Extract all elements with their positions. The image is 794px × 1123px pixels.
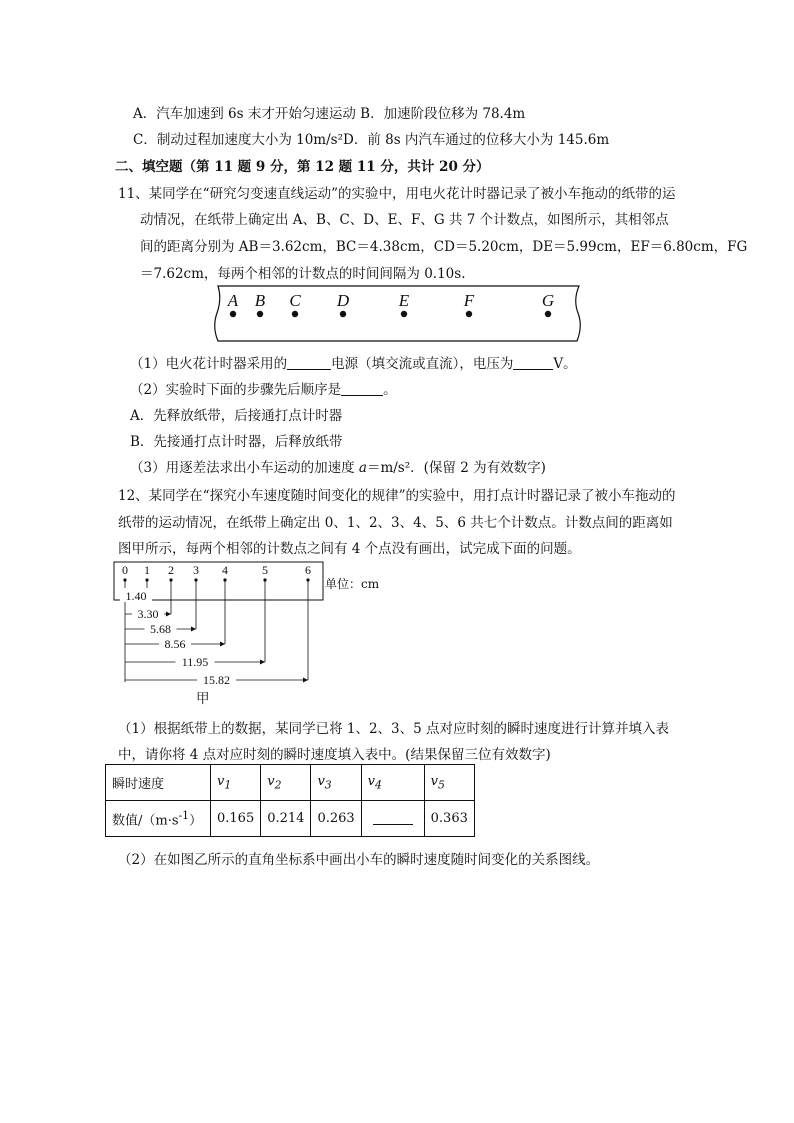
q12-point-label-5: 5 [262, 563, 268, 577]
q11-option-b: B．先接通打点计时器，后释放纸带 [130, 434, 343, 450]
table-value-v5: 0.363 [424, 801, 474, 837]
q12-line2: 纸带的运动情况，在纸带上确定出 0、1、2、3、4、5、6 共七个计数点。计数点间的距离如 [118, 515, 673, 531]
q12-distance-label-4: 8.56 [164, 637, 186, 651]
q12-point-label-4: 4 [222, 563, 228, 577]
velocity-table [105, 764, 475, 837]
q11-sub3-text-b: ＝m/s²．(保留 2 为有效数字) [366, 460, 546, 476]
table-header-row [106, 765, 475, 801]
q12-point-label-3: 3 [193, 563, 199, 577]
q12-figure-label: 甲 [196, 691, 210, 707]
q12-line3: 图甲所示，每两个相邻的计数点之间有 4 个点没有画出，试完成下面的问题。 [118, 541, 581, 557]
q12-point-label-6: 6 [305, 563, 311, 577]
table-value-v4 [361, 801, 424, 837]
q11-sub1-text-a: （1）电火花计时器采用的 [130, 356, 288, 372]
q12-point-label-2: 2 [168, 563, 174, 577]
q12-distance-arrow-2 [166, 612, 171, 617]
q12-sub2: （2）在如图乙所示的直角坐标系中画出小车的瞬时速度随时间变化的关系图线。 [118, 852, 600, 868]
q12-line1: 12、某同学在“探究小车速度随时间变化的规律”的实验中，用打点计时器记录了被小车拖动的 [118, 488, 676, 504]
q11-sub3-text-a: （3）用逐差法求出小车运动的加速度 [130, 460, 355, 476]
q11-point-label-e: E [398, 291, 410, 310]
table-col-v2: $v_2$ [261, 765, 311, 801]
q11-sub2-end: 。 [383, 382, 397, 398]
q12-distance-arrow-6 [303, 678, 308, 683]
section-title: 二、填空题（第 11 题 9 分，第 12 题 11 分，共计 20 分） [115, 159, 490, 175]
q12-sub1-line1: （1）根据纸带上的数据，某同学已将 1、2、3、5 点对应时刻的瞬时速度进行计算并填入表 [118, 721, 670, 737]
q11-sub1-text-b: 电源（填交流或直流），电压为 [331, 356, 514, 372]
q11-point-label-a: A [227, 291, 239, 310]
q12-point-label-1: 1 [144, 563, 150, 577]
table-value-v1: 0.165 [211, 801, 261, 837]
q11-point-label-c: C [289, 291, 301, 310]
v4-answer-blank[interactable] [373, 811, 413, 825]
q11-sub2-text: （2）实验时下面的步骤先后顺序是 [130, 382, 342, 398]
table-row-label: 数值$/(m\cdot s^{-1})$ [106, 801, 211, 837]
table-col-v3: $v_3$ [311, 765, 361, 801]
q11-point-label-d: D [336, 291, 350, 310]
q12-distance-label-3: 5.68 [150, 622, 171, 636]
table-col-v4: $v_4$ [361, 765, 424, 801]
table-value-v2: 0.214 [261, 801, 311, 837]
table-value-row [106, 801, 475, 837]
q12-distance-label-1: 1.40 [125, 589, 147, 603]
table-value-v3: 0.263 [311, 801, 361, 837]
table-header-label: 瞬时速度 [106, 765, 211, 801]
option-d: D．前 8s 内汽车通过的位移大小为 145.6m [343, 132, 610, 148]
q12-point-label-0: 0 [122, 563, 128, 577]
q11-sub3-var: a [358, 460, 367, 476]
table-col-v1: $v_1$ [211, 765, 261, 801]
q11-point-label-f: F [463, 291, 475, 310]
q11-line2: 动情况，在纸带上确定出 A、B、C、D、E、F、G 共 7 个计数点，如图所示，其相邻点 [140, 212, 669, 228]
q11-sub1-text-c: V。 [553, 356, 577, 372]
q11-line4: ＝7.62cm，每两个相邻的计数点的时间间隔为 0.10s. [140, 266, 466, 282]
q12-distance-label-2: 3.30 [137, 607, 159, 621]
q11-point-label-g: G [541, 291, 555, 310]
option-a: A．汽车加速到 6s 末才开始匀速运动 [133, 106, 356, 122]
q12-sub1-line2: 中，请你将 4 点对应时刻的瞬时速度填入表中。(结果保留三位有效数字) [118, 747, 551, 763]
q12-distance-arrow-4 [220, 642, 225, 647]
option-c: C．制动过程加速度大小为 10m/s² [133, 132, 343, 148]
option-b: B．加速阶段位移为 78.4m [360, 106, 526, 122]
q12-unit-label: 单位：cm [325, 577, 380, 591]
q12-distance-label-5: 11.95 [181, 655, 209, 669]
q11-line1: 11、某同学在“研究匀变速直线运动”的实验中，用电火花计时器记录了被小车拖动的纸带的运 [118, 186, 676, 202]
q11-option-a: A．先释放纸带，后接通打点计时器 [130, 408, 343, 424]
q11-line3: 间的距离分别为 AB＝3.62cm，BC＝4.38cm，CD＝5.20cm，DE＝5.99cm，EF＝6.80cm，FG [140, 239, 748, 255]
q12-distance-arrow-3 [191, 627, 196, 632]
table-col-v5: $v_5$ [424, 765, 474, 801]
q11-point-label-b: B [254, 291, 266, 310]
q12-distance-arrow-5 [260, 660, 265, 665]
q12-distance-label-6: 15.82 [203, 673, 230, 687]
